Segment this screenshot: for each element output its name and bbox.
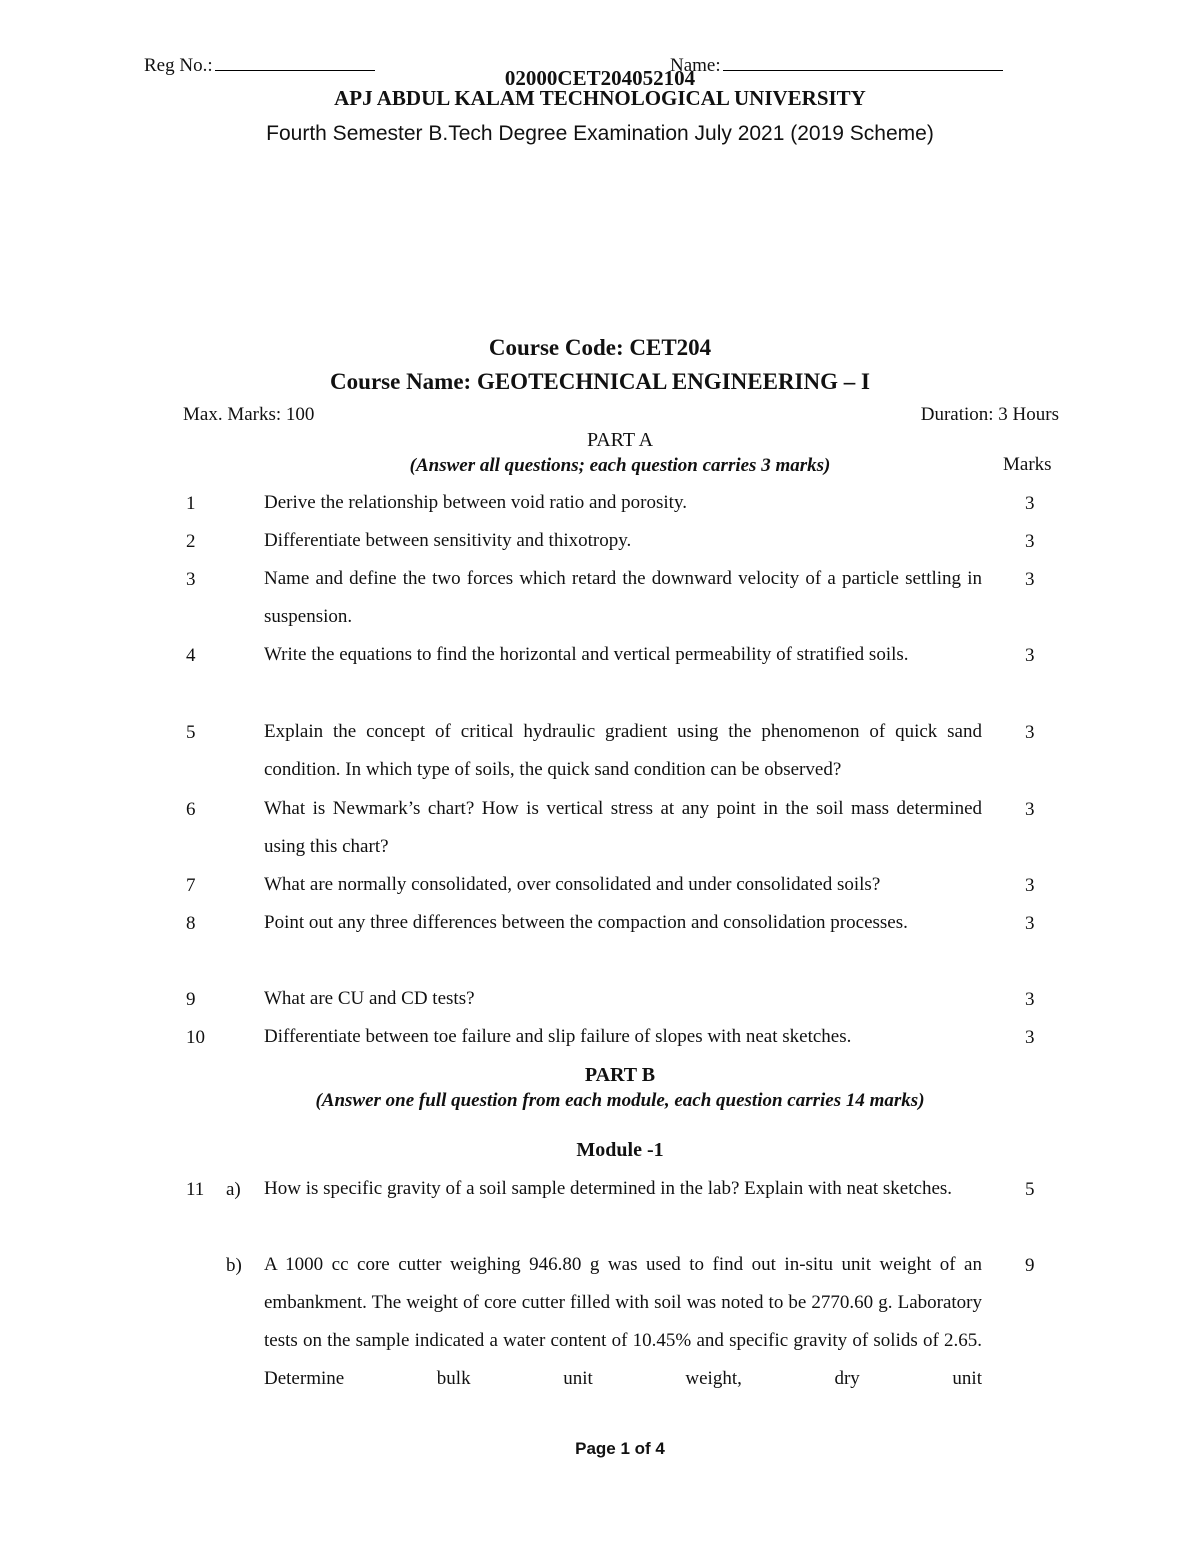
paper-code: 02000CET204052104 [504,66,696,90]
question-marks: 3 [1025,493,1035,514]
question-text: Derive the relationship between void ratio and porosity. [264,492,687,513]
question-number: 9 [186,989,196,1010]
question-marks: 3 [1025,645,1035,666]
question-text: How is specific gravity of a soil sample determined in the lab? Explain with neat sketches. [264,1178,953,1199]
exam-title: Fourth Semester B.Tech Degree Examination July 2021 (2019 Scheme) [266,122,934,145]
question-marks: 3 [1025,722,1035,743]
part-a-title: PART A [586,429,654,451]
question-number: 11 [186,1179,205,1200]
max-marks: Max. Marks: 100 [183,404,315,425]
course-code: Course Code: CET204 [488,335,712,360]
subquestion-label: a) [226,1179,241,1200]
question-text: Point out any three differences between the compaction and consolidation processes. [264,912,908,933]
question-text: What are normally consolidated, over consolidated and under consolidated soils? [264,874,881,895]
module-heading: Module -1 [576,1139,664,1161]
question-number: 6 [186,799,196,820]
question-marks: 3 [1025,989,1035,1010]
question-number: 10 [186,1027,205,1048]
course-name: Course Name: GEOTECHNICAL ENGINEERING – I [330,369,870,394]
question-marks: 3 [1025,913,1035,934]
question-marks: 9 [1025,1255,1035,1276]
question-number: 7 [186,875,196,896]
question-marks: 3 [1025,531,1035,552]
question-number: 8 [186,913,196,934]
question-marks: 3 [1025,799,1035,820]
question-text: Name and define the two forces which retard the downward velocity of a particle settling in suspension. [264,568,982,627]
part-b-instruction: (Answer one full question from each module, each question carries 14 marks) [315,1090,925,1111]
question-number: 3 [186,569,196,590]
marks-header: Marks [1003,454,1052,475]
question-text: What is Newmark’s chart? How is vertical stress at any point in the soil mass determined using this chart? [264,798,982,857]
name-label: Name: [670,55,721,76]
university-title: APJ ABDUL KALAM TECHNOLOGICAL UNIVERSITY [334,86,866,110]
question-number: 5 [186,722,196,743]
question-marks: 5 [1025,1179,1035,1200]
question-number: 4 [186,645,196,666]
question-text: Explain the concept of critical hydraulic gradient using the phenomenon of quick sand condition. In which type of soils, the quick sand condition can be observed? [264,721,982,780]
question-number: 1 [186,493,196,514]
reg-no-label: Reg No.: [144,55,213,76]
question-text: Write the equations to find the horizontal and vertical permeability of stratified soils. [264,644,909,665]
question-marks: 3 [1025,875,1035,896]
question-text: A 1000 cc core cutter weighing 946.80 g was used to find out in-situ unit weight of an embankment. The weight of core cutter filled with soil was noted to be 2770.60 g. Laboratory tests on the sample indicated a water content of 10.45% and specific gravity of solids of 2.65. Determine bulk unit weight, dry unit [264,1254,982,1389]
part-a-instruction: (Answer all questions; each question carries 3 marks) [409,455,831,476]
question-text: Differentiate between toe failure and slip failure of slopes with neat sketches. [264,1026,852,1047]
question-text: What are CU and CD tests? [264,988,475,1009]
question-marks: 3 [1025,569,1035,590]
question-number: 2 [186,531,196,552]
duration: Duration: 3 Hours [920,404,1059,425]
question-text: Differentiate between sensitivity and thixotropy. [264,530,632,551]
page-number: Page 1 of 4 [575,1439,665,1458]
question-marks: 3 [1025,1027,1035,1048]
part-b-title: PART B [584,1064,656,1086]
subquestion-label: b) [226,1255,242,1276]
